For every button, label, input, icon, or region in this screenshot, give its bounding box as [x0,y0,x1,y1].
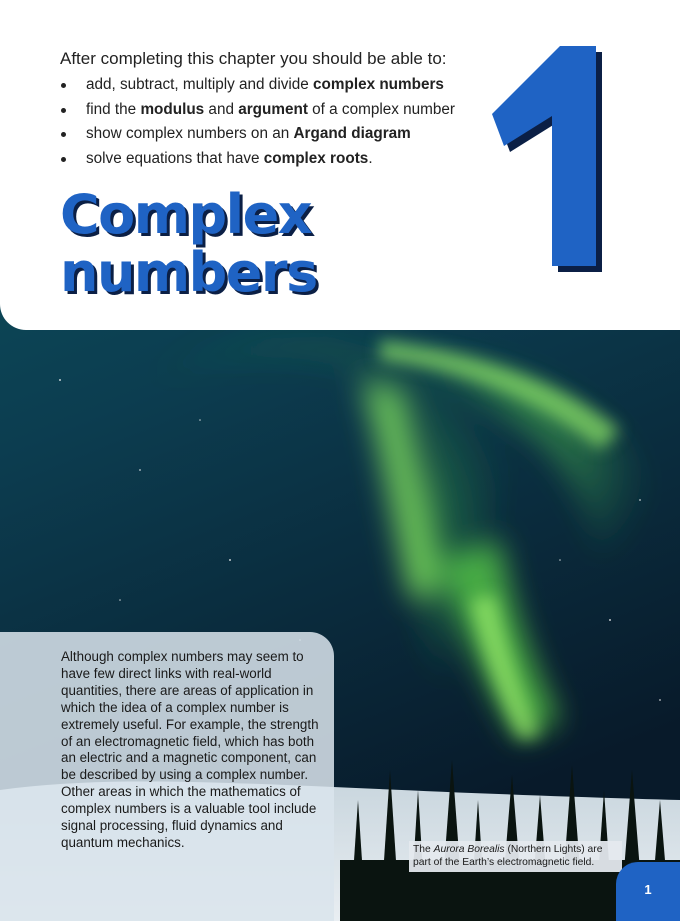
bullet-icon [61,83,66,88]
objective-item: show complex numbers on an Argand diagram [60,125,455,150]
chapter-title-line: Complex [60,183,312,246]
intro-text-card [0,632,334,921]
page-number-tab [616,862,680,921]
chapter-number-graphic [490,36,622,276]
objectives-intro: After completing this chapter you should be able to: [60,49,447,68]
chapter-header-panel [0,0,680,330]
photo-caption: The Aurora Borealis (Northern Lights) are part of the Earth’s electromagnetic field. [409,841,622,872]
bullet-icon [61,132,66,137]
bullet-icon [61,157,66,162]
page-number: 1 [644,882,652,897]
chapter-title [60,183,317,304]
body-paragraph: Although complex numbers may seem to have few direct links with real-world quantities, there are areas of application in which the idea of a complex number is extremely useful. For example, the strength of an electromagnetic field, which has both an electric and a magnetic component, can be described by using a complex number. Other areas in which the mathematics of complex numbers is a valuable tool include signal processing, fluid dynamics and quantum mechanics. [61,649,319,850]
chapter-number-text: 1 [490,36,491,37]
bullet-icon [61,108,66,113]
chapter-title-line: numbers [60,241,317,304]
objective-item: solve equations that have complex roots. [60,150,455,175]
objectives-list [60,76,455,174]
objective-item: add, subtract, multiply and divide complex numbers [60,76,455,101]
objective-item: find the modulus and argument of a complex number [60,101,455,126]
